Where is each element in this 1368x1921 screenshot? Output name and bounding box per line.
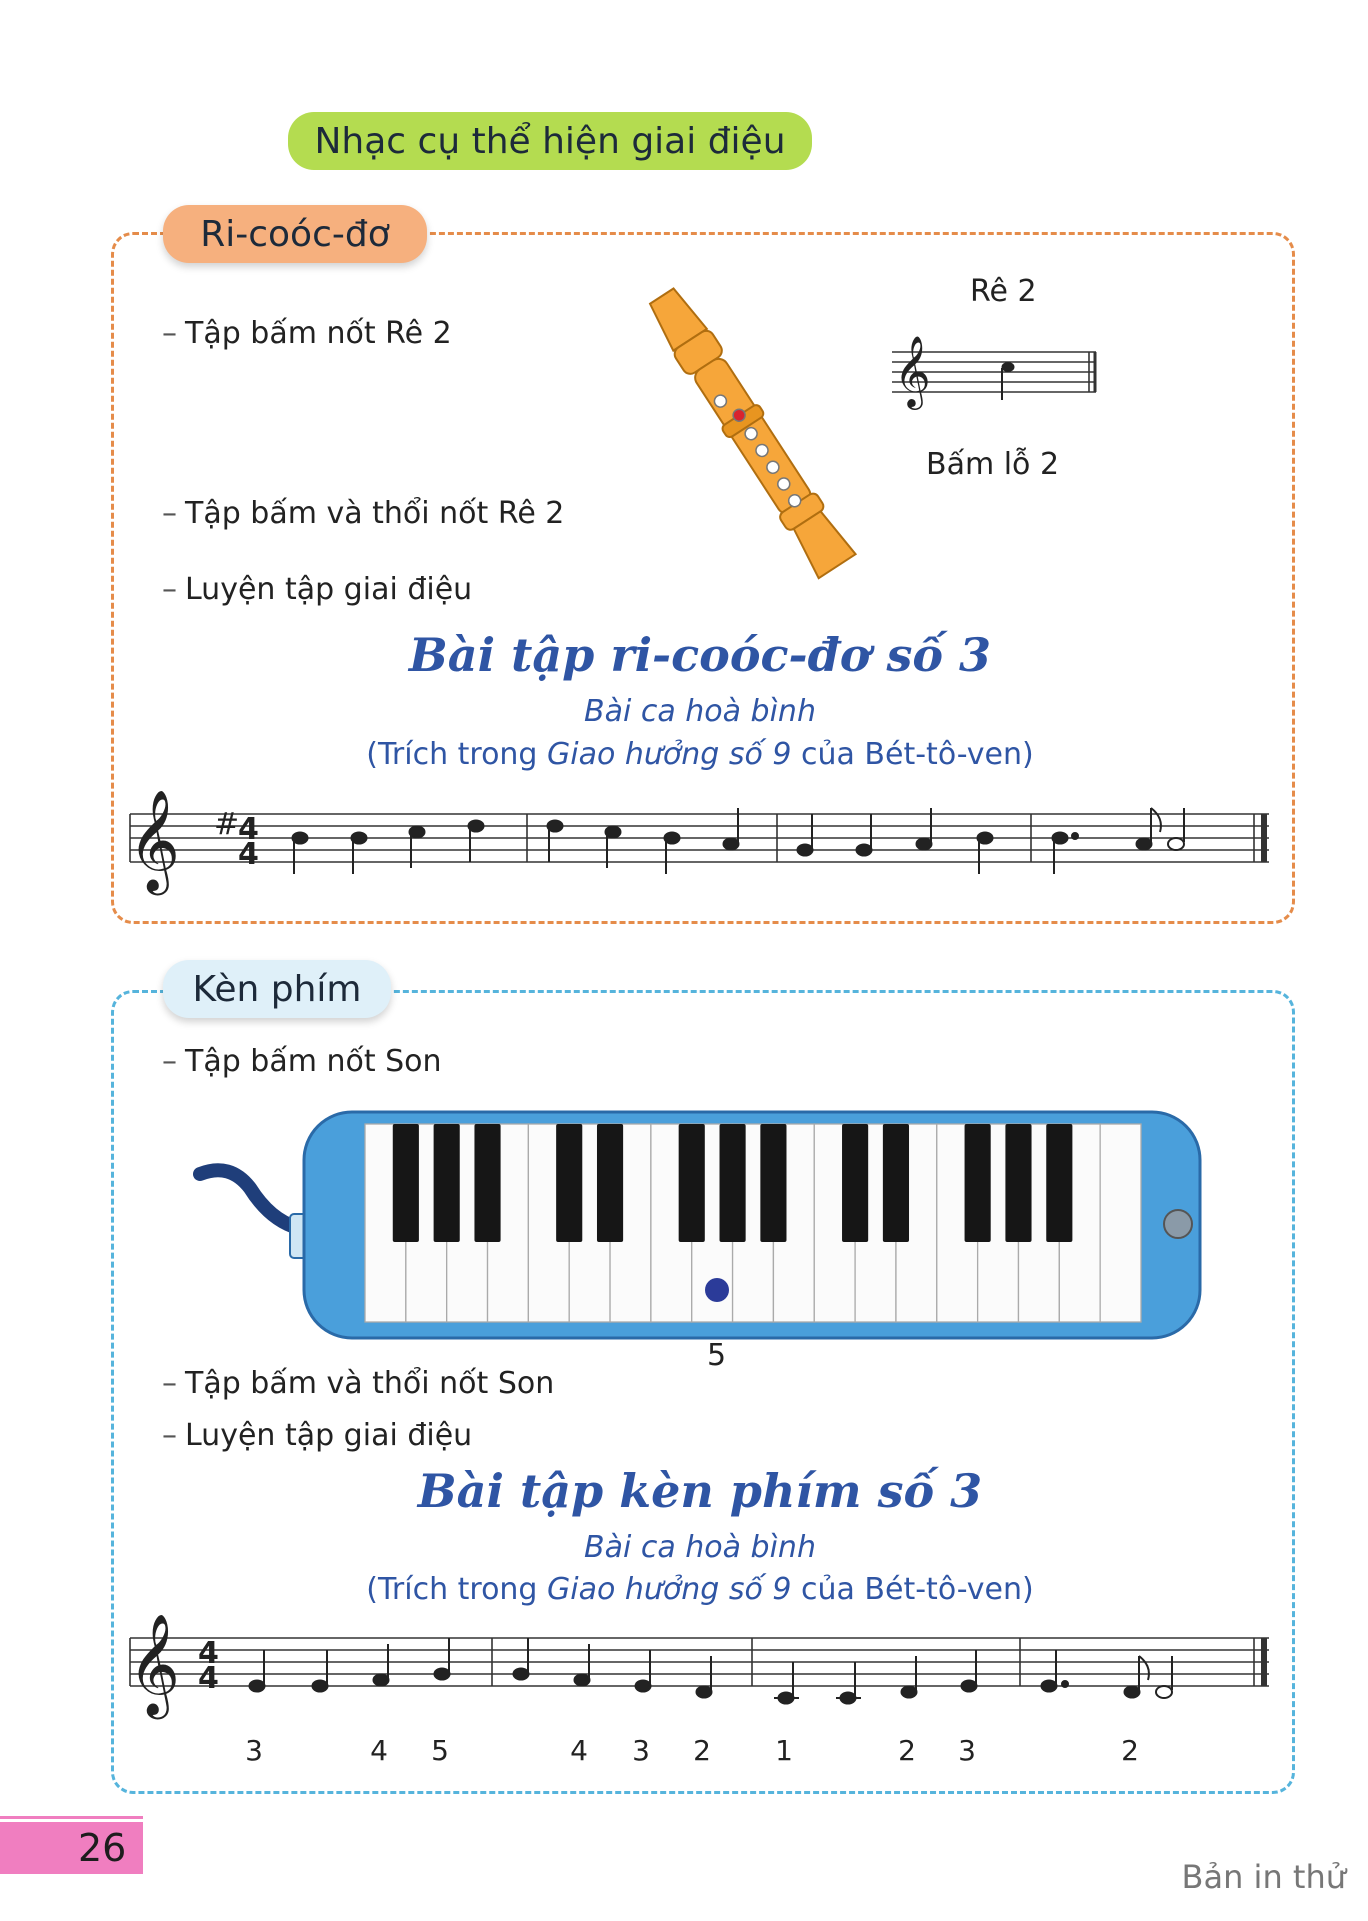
svg-text:2: 2 [898, 1734, 916, 1767]
black-key [434, 1124, 460, 1242]
melodica-staff [124, 1600, 1274, 1780]
key-number: 5 [707, 1338, 727, 1373]
black-key [720, 1124, 746, 1242]
black-key [474, 1124, 500, 1242]
list-item: – Tập bấm và thổi nốt Son [162, 1366, 555, 1401]
song-title: Bài ca hoà bình [584, 1530, 816, 1565]
svg-text:1: 1 [775, 1734, 793, 1767]
svg-text:𝄞: 𝄞 [894, 334, 931, 407]
song-source: (Trích trong Giao hưởng số 9 của Bét-tô-ven) [366, 737, 1034, 772]
svg-text:4: 4 [570, 1734, 588, 1767]
svg-text:𝄞: 𝄞 [128, 1612, 181, 1715]
black-key [556, 1124, 582, 1242]
melodica-illustration [190, 1102, 1210, 1342]
list-item: – Luyện tập giai điệu [162, 1418, 473, 1453]
print-note: Bản in thử [1181, 1858, 1346, 1896]
svg-text:4: 4 [198, 1661, 219, 1696]
song-source: (Trích trong Giao hưởng số 9 của Bét-tô-ven) [366, 1572, 1034, 1607]
black-key [883, 1124, 909, 1242]
black-key [597, 1124, 623, 1242]
white-key [1100, 1124, 1141, 1322]
section-title: Nhạc cụ thể hiện giai điệu [288, 112, 812, 170]
recorder-tab: Ri-coóc-đơ [163, 205, 427, 263]
song-title: Bài ca hoà bình [584, 694, 816, 729]
recorder-staff [124, 770, 1274, 910]
melodica-tab: Kèn phím [163, 960, 391, 1018]
svg-text:3: 3 [958, 1734, 976, 1767]
svg-text:3: 3 [632, 1734, 650, 1767]
svg-text:3: 3 [245, 1734, 263, 1767]
black-key [679, 1124, 705, 1242]
svg-text:𝄞: 𝄞 [128, 788, 181, 891]
black-key [393, 1124, 419, 1242]
note-label: Rê 2 [970, 274, 1037, 309]
list-item: – Tập bấm nốt Son [162, 1044, 442, 1079]
svg-text:2: 2 [693, 1734, 711, 1767]
svg-text:4: 4 [198, 1636, 219, 1671]
fingering-numbers [245, 1734, 1139, 1767]
svg-text:2: 2 [1121, 1734, 1139, 1767]
page-number-rule [0, 1816, 143, 1819]
black-key [842, 1124, 868, 1242]
single-note-staff [888, 330, 1103, 420]
exercise-title: Bài tập ri-coóc-đơ số 3 [408, 628, 992, 682]
page-number: 26 [78, 1826, 127, 1870]
recorder-illustration [640, 262, 860, 602]
svg-text:4: 4 [370, 1734, 388, 1767]
svg-text:5: 5 [431, 1734, 449, 1767]
list-item: – Tập bấm nốt Rê 2 [162, 316, 452, 351]
black-key [760, 1124, 786, 1242]
svg-text:4: 4 [238, 812, 259, 847]
hole-label: Bấm lỗ 2 [926, 447, 1060, 482]
svg-text:4: 4 [238, 837, 259, 872]
list-item: – Luyện tập giai điệu [162, 572, 473, 607]
black-key [1046, 1124, 1072, 1242]
black-key [965, 1124, 991, 1242]
black-key [1005, 1124, 1031, 1242]
exercise-title: Bài tập kèn phím số 3 [417, 1464, 983, 1518]
list-item: – Tập bấm và thổi nốt Rê 2 [162, 496, 565, 531]
key-signature-sharp: # [214, 807, 240, 842]
